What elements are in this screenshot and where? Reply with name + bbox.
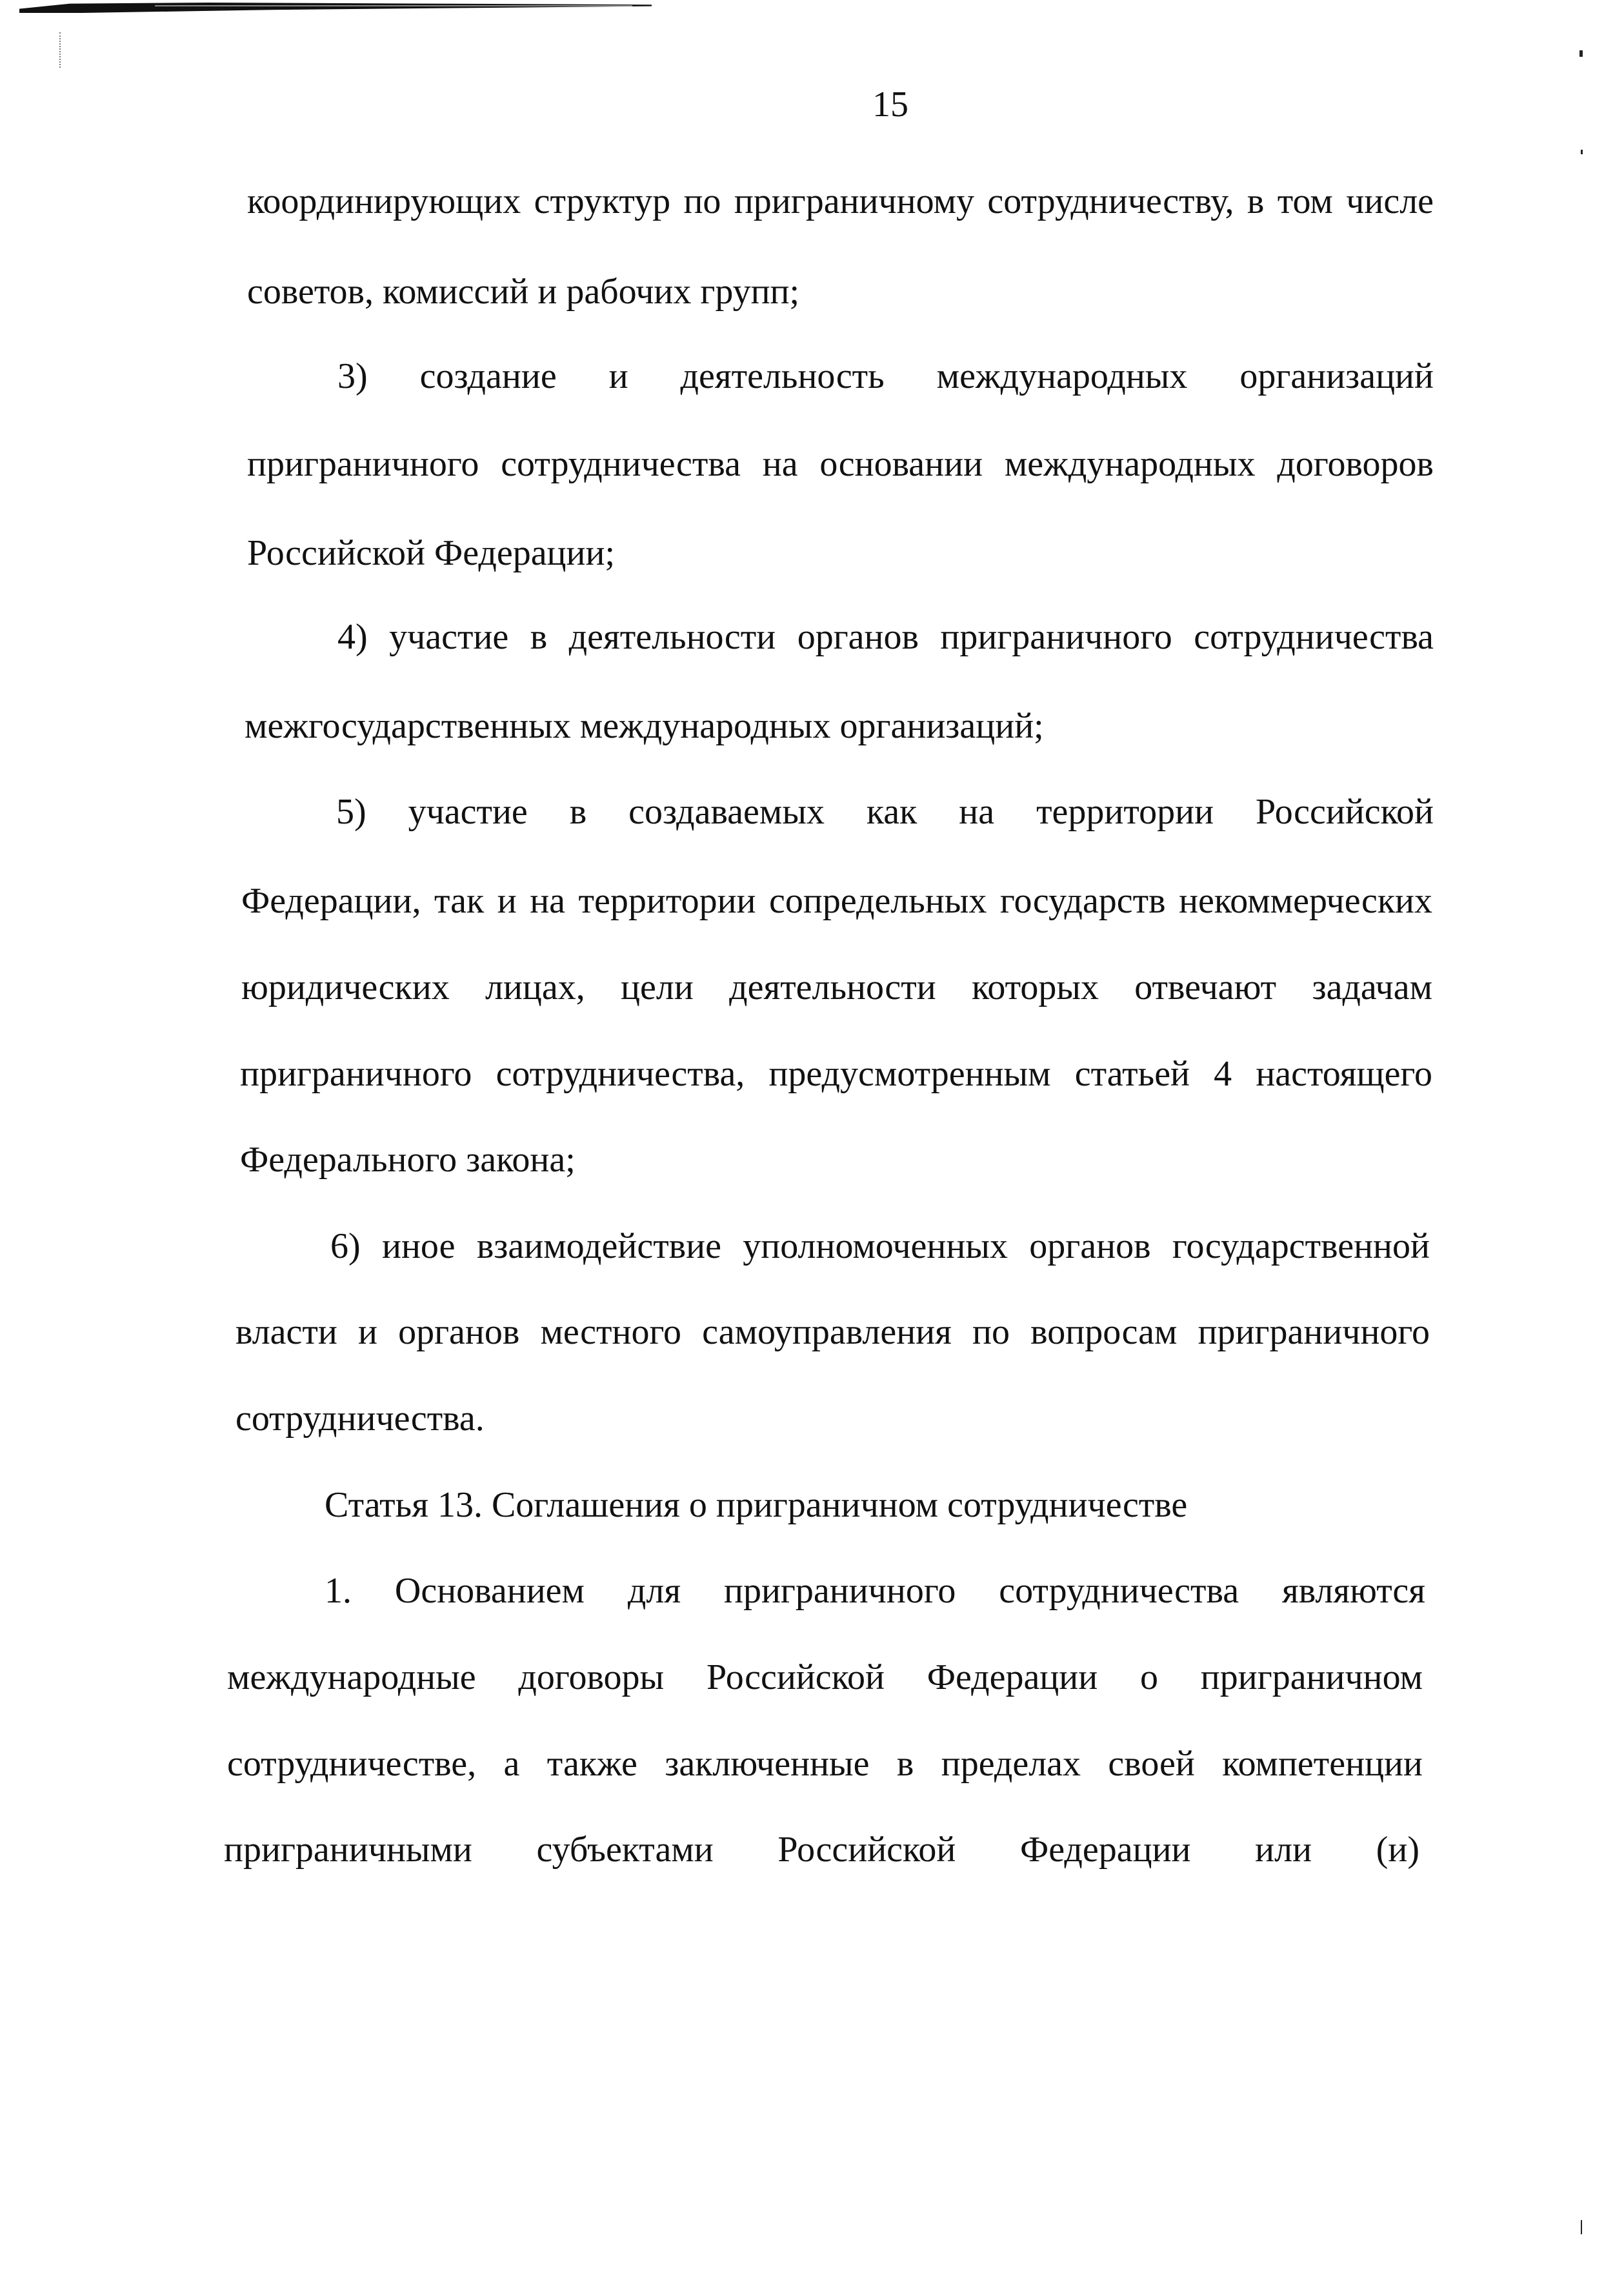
text-line: межгосударственных международных организаций; xyxy=(245,706,1044,746)
text-line: 3) создание и деятельность международных организаций xyxy=(337,356,1434,396)
scan-artifact-streak xyxy=(19,3,652,13)
text-line: 1. Основанием для приграничного сотрудничества являются xyxy=(325,1571,1425,1611)
text-line: Российской Федерации; xyxy=(247,533,616,573)
scan-speck xyxy=(1581,2220,1582,2234)
text-line: приграничного сотрудничества, предусмотренным статьей 4 настоящего xyxy=(240,1054,1432,1094)
text-line: приграничного сотрудничества на основании международных договоров xyxy=(247,444,1434,484)
scan-artifact-line xyxy=(155,5,632,6)
page-number: 15 xyxy=(872,85,908,125)
text-line: 6) иное взаимодействие уполномоченных органов государственной xyxy=(330,1226,1430,1266)
text-line: приграничными субъектами Российской Федерации или (и) xyxy=(224,1830,1419,1870)
text-line: Федерации, так и на территории сопредельных государств некоммерческих xyxy=(241,881,1432,921)
text-line: юридических лицах, цели деятельности которых отвечают задачам xyxy=(241,967,1432,1007)
text-line: 5) участие в создаваемых как на территории Российской xyxy=(336,792,1434,832)
text-line: координирующих структур по приграничному сотрудничеству, в том числе xyxy=(247,181,1434,221)
text-line: советов, комиссий и рабочих групп; xyxy=(247,272,800,312)
text-line: Федерального закона; xyxy=(240,1140,576,1180)
text-line: 4) участие в деятельности органов приграничного сотрудничества xyxy=(337,617,1434,657)
scan-artifact-dots xyxy=(59,32,62,68)
scan-speck xyxy=(1581,150,1583,154)
text-line: власти и органов местного самоуправления по вопросам приграничного xyxy=(236,1312,1430,1352)
article-heading: Статья 13. Соглашения о приграничном сотрудничестве xyxy=(325,1485,1188,1525)
text-line: международные договоры Российской Федерации о приграничном xyxy=(227,1657,1423,1697)
text-line: сотрудничества. xyxy=(236,1399,485,1439)
text-line: сотрудничестве, а также заключенные в пределах своей компетенции xyxy=(227,1744,1423,1784)
scan-speck xyxy=(1579,50,1583,57)
